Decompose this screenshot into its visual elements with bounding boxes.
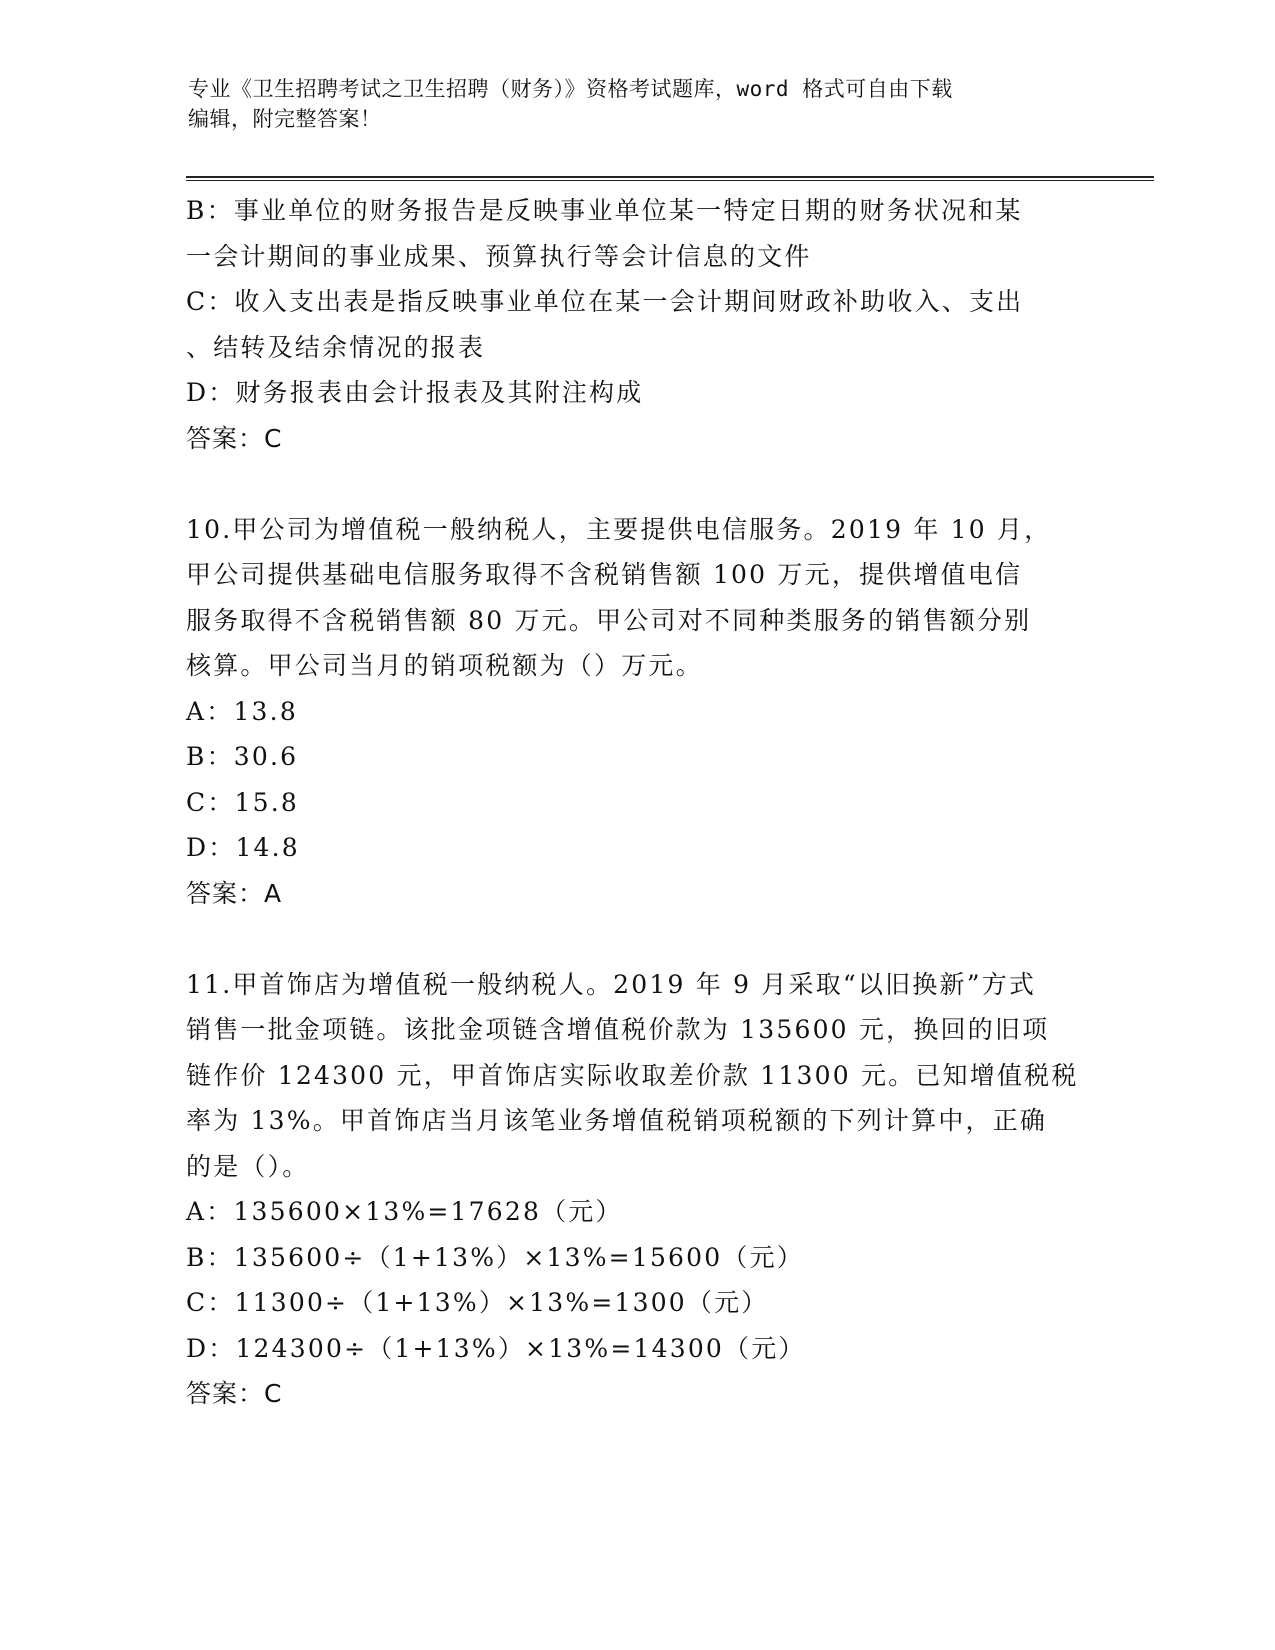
question-10-option-c: C：15.8 [186, 787, 299, 817]
question-11-stem-line-3: 链作价 124300 元，甲首饰店实际收取差价款 11300 元。已知增值税税 [186, 1060, 1079, 1090]
question-10-stem-line-2: 甲公司提供基础电信服务取得不含税销售额 100 万元，提供增值电信 [186, 560, 1023, 589]
option-b-line-1: B：事业单位的财务报告是反映事业单位某一特定日期的财务状况和某 [186, 196, 1023, 225]
page-header [188, 74, 1068, 134]
question-10 [186, 507, 1096, 917]
question-11-stem-line-2: 销售一批金项链。该批金项链含增值税价款为 135600 元，换回的旧项 [186, 1015, 1050, 1044]
question-content [186, 188, 1096, 1417]
question-10-stem-line-1: 10.甲公司为增值税一般纳税人，主要提供电信服务。2019 年 10 月， [186, 514, 1052, 544]
answer-9: 答案：C [186, 423, 283, 453]
question-10-stem-line-3: 服务取得不含税销售额 80 万元。甲公司对不同种类服务的销售额分别 [186, 605, 1032, 635]
header-title-line-1: 专业《卫生招聘考试之卫生招聘（财务）》资格考试题库，word 格式可自由下载 [188, 77, 953, 101]
header-divider [186, 176, 1154, 181]
question-11-stem-line-4: 率为 13%。甲首饰店当月该笔业务增值税销项税额的下列计算中，正确 [186, 1106, 1048, 1135]
question-11 [186, 962, 1096, 1417]
question-10-option-d: D：14.8 [186, 833, 300, 862]
question-11-option-a: A：135600×13%=17628（元） [186, 1197, 623, 1226]
question-10-stem-line-4: 核算。甲公司当月的销项税额为（）万元。 [186, 651, 703, 680]
answer-11: 答案：C [186, 1379, 283, 1408]
question-11-option-d: D：124300÷（1+13%）×13%=14300（元） [186, 1333, 806, 1363]
header-title-line-2: 编辑，附完整答案！ [188, 107, 382, 131]
question-9-tail [186, 188, 1096, 461]
question-11-option-b: B：135600÷（1+13%）×13%=15600（元） [186, 1242, 804, 1272]
question-11-stem-line-5: 的是（）。 [186, 1151, 310, 1181]
question-10-option-a: A：13.8 [186, 696, 298, 726]
option-c-line-1: C：收入支出表是指反映事业单位在某一会计期间财政补助收入、支出 [186, 287, 1024, 316]
question-11-option-c: C：11300÷（1+13%）×13%=1300（元） [186, 1288, 769, 1317]
spacer [186, 916, 1096, 962]
answer-10: 答案：A [186, 878, 283, 908]
question-10-option-b: B：30.6 [186, 742, 299, 771]
option-b-line-2: 一会计期间的事业成果、预算执行等会计信息的文件 [186, 241, 812, 271]
question-11-stem-line-1: 11.甲首饰店为增值税一般纳税人。2019 年 9 月采取“以旧换新”方式 [186, 969, 1037, 999]
spacer [186, 461, 1096, 507]
option-c-line-2: 、结转及结余情况的报表 [186, 332, 486, 362]
option-d: D：财务报表由会计报表及其附注构成 [186, 378, 644, 407]
